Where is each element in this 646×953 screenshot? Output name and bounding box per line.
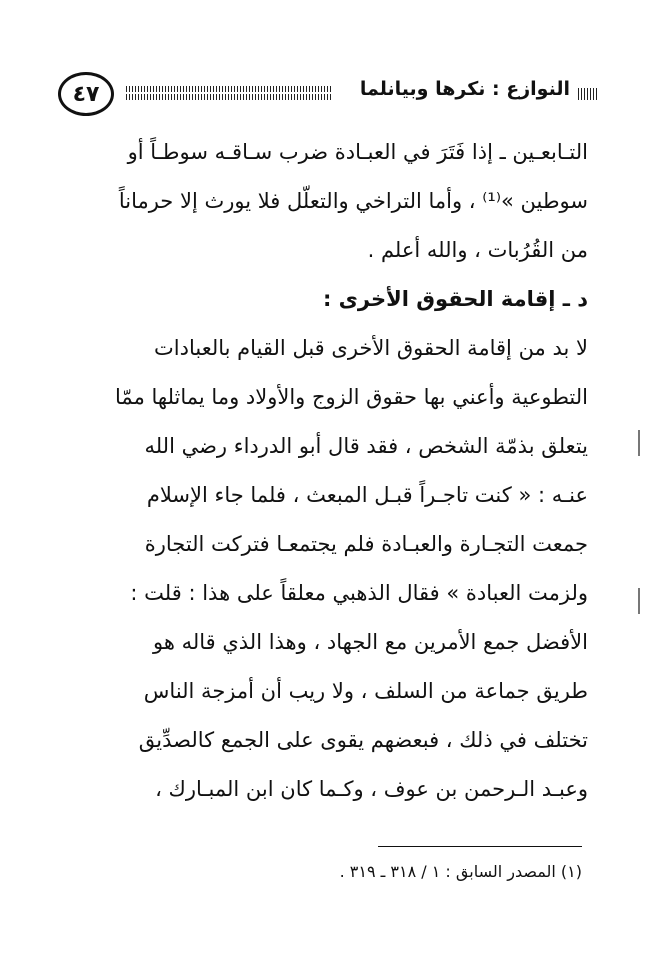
text-line: عنـه : « كنت تاجـراً قبـل المبعث ، فلما جاء الإسلام <box>146 483 588 507</box>
text-line: سوطين »⁽¹⁾ ، وأما التراخي والتعلّل فلا يورث إلا حرماناً <box>118 189 588 213</box>
text-line: الأفضل جمع الأمرين مع الجهاد ، وهذا الذي قاله هو <box>152 630 588 654</box>
page-number: ٤٧ <box>58 72 114 116</box>
footnote: (١) المصدر السابق : ١ / ٣١٨ ـ ٣١٩ . <box>339 862 582 881</box>
scan-margin-mark <box>638 430 640 456</box>
text-line: لا بد من إقامة الحقوق الأخرى قبل القيام بالعبادات <box>154 336 588 360</box>
running-title: النوازع : نكرها وبيانلما <box>359 78 570 100</box>
footnote-separator <box>378 846 582 847</box>
scan-margin-mark <box>638 588 640 614</box>
text-line: تختلف في ذلك ، فبعضهم يقوى على الجمع كالصدِّيق <box>138 728 588 752</box>
text-line: التـابعـين ـ إذا فَتَرَ في العبـادة ضرب سـاقـه سوطـاً أو <box>127 140 588 164</box>
text-line: جمعت التجـارة والعبـادة فلم يجتمعـا فتركت التجارة <box>144 532 588 556</box>
body-text <box>56 128 588 814</box>
text-line: طريق جماعة من السلف ، ولا ريب أن أمزجة الناس <box>143 679 588 703</box>
text-line: يتعلق بذمّة الشخص ، فقد قال أبو الدرداء رضي الله <box>144 434 588 458</box>
decorative-hatch-bar <box>126 86 332 100</box>
section-heading: د ـ إقامة الحقوق الأخرى : <box>322 287 588 311</box>
text-line: ولزمت العبادة » فقال الذهبي معلقاً على هذا : قلت : <box>130 581 588 605</box>
text-line: التطوعية وأعني بها حقوق الزوج والأولاد وما يماثلها ممّا <box>115 385 588 409</box>
decorative-hatch-mark <box>578 88 598 100</box>
text-line: من القُرُبات ، والله أعلم . <box>367 238 588 262</box>
text-line: وعبـد الـرحمن بن عوف ، وكـما كان ابن المبـارك ، <box>155 777 588 801</box>
page-header <box>50 66 598 126</box>
